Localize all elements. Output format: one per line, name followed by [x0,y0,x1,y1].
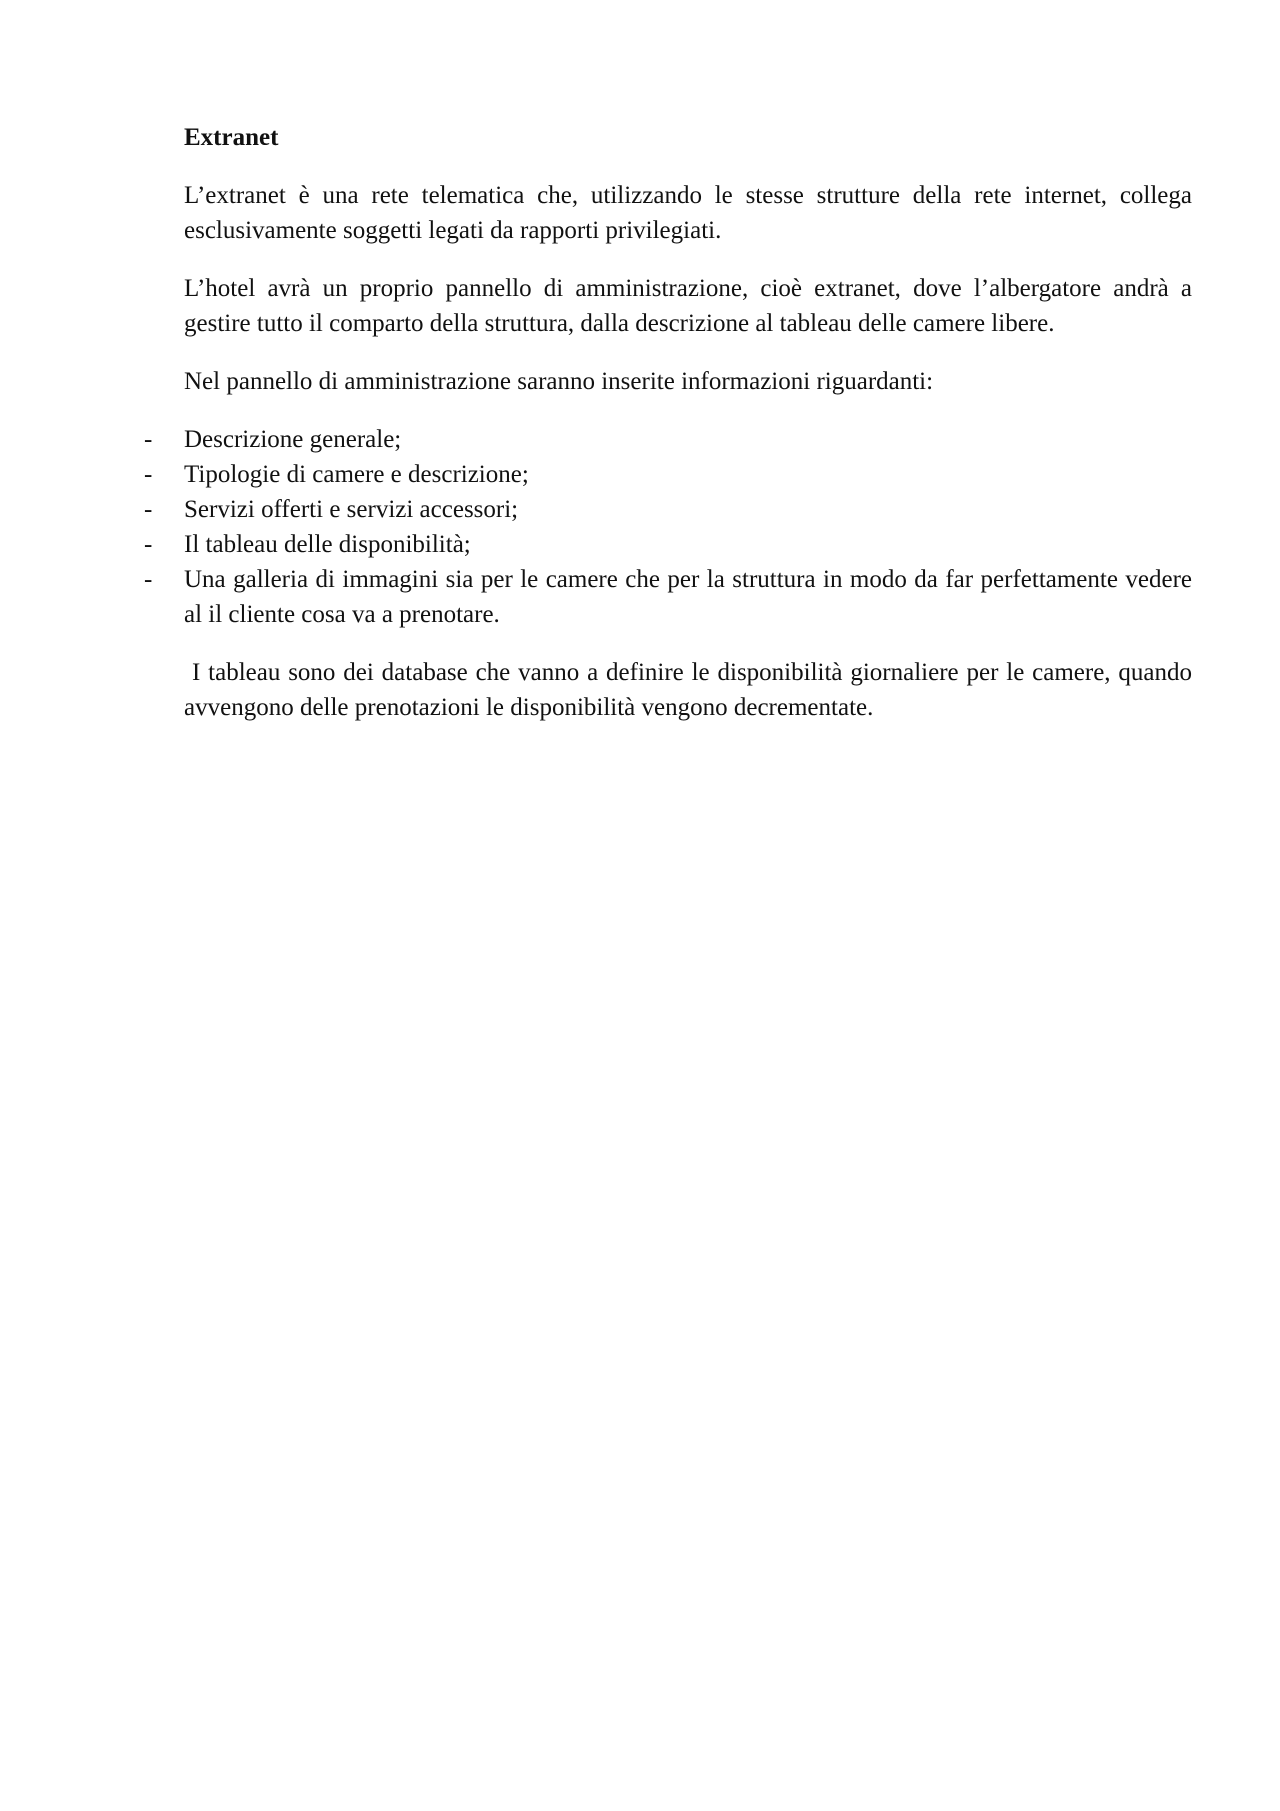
paragraph-extranet-definition: L’extranet è una rete telematica che, utilizzando le stesse strutture della rete internet, collega esclusivamente soggetti legati da rapporti privilegiati. [184,182,1192,244]
list-item [144,457,1192,492]
section-heading: Extranet [184,124,279,151]
info-list [144,422,1192,632]
list-item [144,562,1192,632]
dash-bullet: - [144,426,153,453]
paragraph-admin-info-intro: Nel pannello di amministrazione saranno inserite informazioni riguardanti: [184,368,934,395]
dash-bullet: - [144,496,153,523]
document-body [144,120,1192,748]
list-item [144,492,1192,527]
dash-bullet: - [144,531,153,558]
list-item-text: Tipologie di camere e descrizione; [184,461,529,488]
list-item-text: Il tableau delle disponibilità; [184,531,471,558]
paragraph-hotel-admin-panel: L’hotel avrà un proprio pannello di amministrazione, cioè extranet, dove l’albergatore andrà a gestire tutto il comparto della struttura, dalla descrizione al tableau delle camere libere. [184,275,1192,337]
list-item-text: Una galleria di immagini sia per le camere che per la struttura in modo da far perfettamente vedere al il cliente cosa va a prenotare. [184,566,1192,628]
list-item-text: Servizi offerti e servizi accessori; [184,496,519,523]
paragraph-tableau-definition: I tableau sono dei database che vanno a definire le disponibilità giornaliere per le camere, quando avvengono delle prenotazioni le disponibilità vengono decrementate. [184,659,1192,721]
list-item [144,527,1192,562]
list-item [144,422,1192,457]
list-item-text: Descrizione generale; [184,426,402,453]
dash-bullet: - [144,566,153,593]
dash-bullet: - [144,461,153,488]
